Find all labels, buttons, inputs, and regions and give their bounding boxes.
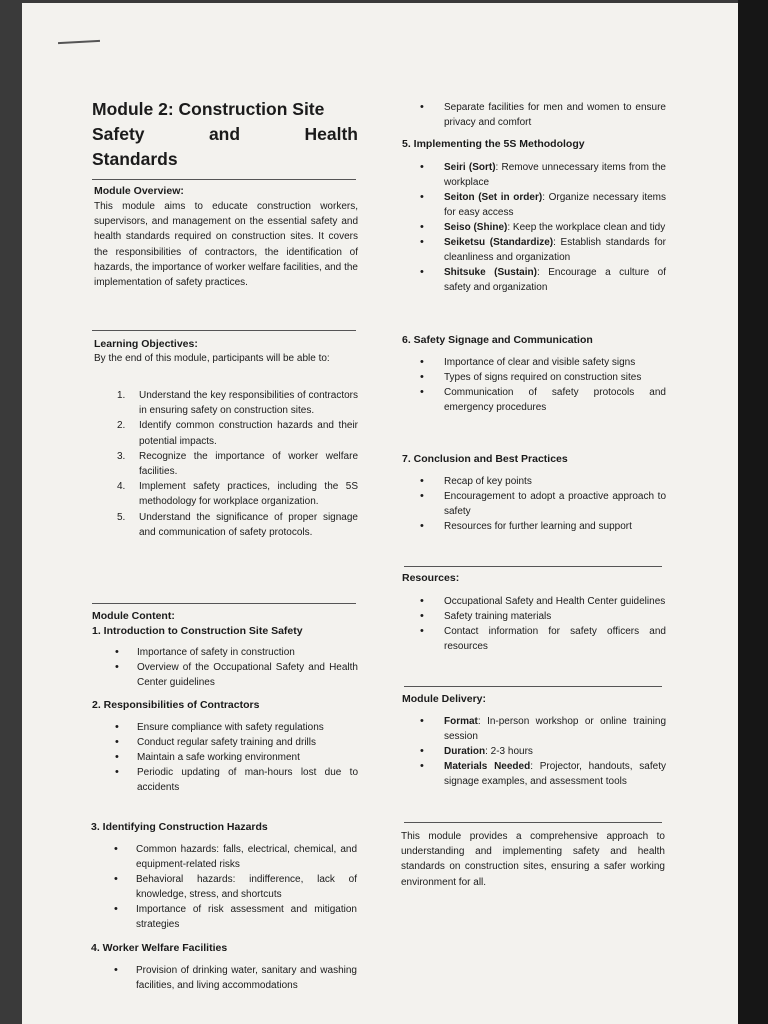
list-item: • Ensure compliance with safety regulations bbox=[92, 720, 358, 735]
description: : 2-3 hours bbox=[485, 746, 533, 757]
objective-text: Understand the significance of proper signage and communication of safety protocols. bbox=[139, 511, 358, 538]
objective-number: 3. bbox=[117, 450, 126, 462]
list-item: • Recap of key points bbox=[400, 474, 666, 489]
objectives-list bbox=[94, 388, 358, 540]
divider bbox=[92, 179, 356, 180]
objectives-label: Learning Objectives: bbox=[94, 338, 198, 350]
description: : Organize necessary items for easy access bbox=[444, 192, 666, 218]
content-label: Module Content: bbox=[92, 610, 175, 622]
5s-item bbox=[400, 265, 666, 295]
section-2-list bbox=[92, 720, 358, 795]
5s-item bbox=[400, 220, 666, 235]
term: Duration bbox=[444, 746, 486, 757]
list-item: • Behavioral hazards: indifference, lack of knowledge, stress, and shortcuts bbox=[91, 872, 357, 902]
list-item: • Contact information for safety officers and resources bbox=[400, 624, 666, 654]
title-line-3: Standards bbox=[92, 149, 178, 169]
description: : Remove unnecessary items from the workplace bbox=[444, 162, 666, 188]
delivery-item bbox=[400, 714, 666, 744]
section-2-heading: 2. Responsibilities of Contractors bbox=[92, 699, 260, 711]
list-item: • Common hazards: falls, electrical, chemical, and equipment-related risks bbox=[91, 842, 357, 872]
section-7-list bbox=[400, 474, 666, 534]
module-title bbox=[92, 97, 358, 172]
5s-item bbox=[400, 160, 666, 190]
section-4-list bbox=[91, 963, 357, 993]
list-item: • Importance of clear and visible safety signs bbox=[400, 355, 666, 370]
objective-text: Implement safety practices, including the 5S methodology for workplace organization. bbox=[139, 481, 358, 508]
resources-list bbox=[400, 594, 666, 654]
objective-item bbox=[94, 418, 358, 448]
delivery-list bbox=[400, 714, 666, 789]
title-word-safety: Safety bbox=[92, 124, 145, 144]
5s-item bbox=[400, 190, 666, 220]
section-7-heading: 7. Conclusion and Best Practices bbox=[402, 453, 568, 465]
list-item: • Provision of drinking water, sanitary and washing facilities, and living accommodations bbox=[91, 963, 357, 993]
term: Seiketsu (Standardize) bbox=[444, 237, 554, 248]
objective-text: Identify common construction hazards and their potential impacts. bbox=[139, 420, 358, 447]
term: Shitsuke (Sustain) bbox=[444, 267, 537, 278]
objectives-intro: By the end of this module, participants will be able to: bbox=[94, 353, 330, 364]
objective-item bbox=[94, 449, 358, 479]
divider bbox=[404, 566, 662, 567]
overview-label: Module Overview: bbox=[94, 185, 184, 197]
5s-item bbox=[400, 235, 666, 265]
list-item: • Communication of safety protocols and emergency procedures bbox=[400, 385, 666, 415]
description: : Projector, handouts, safety signage examples, and assessment tools bbox=[444, 761, 666, 787]
divider bbox=[92, 603, 356, 604]
divider bbox=[92, 330, 356, 331]
description: : Establish standards for cleanliness and organization bbox=[444, 237, 666, 263]
delivery-label: Module Delivery: bbox=[402, 693, 487, 705]
list-item: • Overview of the Occupational Safety and Health Center guidelines bbox=[92, 660, 358, 690]
list-item: • Separate facilities for men and women to ensure privacy and comfort bbox=[400, 100, 666, 130]
objective-number: 5. bbox=[117, 511, 126, 523]
section-1-heading: 1. Introduction to Construction Site Safety bbox=[92, 625, 303, 637]
term: Seiso (Shine) bbox=[444, 222, 508, 233]
objective-text: Recognize the importance of worker welfare facilities. bbox=[139, 450, 358, 478]
list-item: • Safety training materials bbox=[400, 609, 666, 624]
objective-item bbox=[94, 479, 358, 509]
term: Materials Needed bbox=[444, 761, 531, 772]
description: : Keep the workplace clean and tidy bbox=[507, 222, 666, 233]
section-5-list bbox=[400, 160, 666, 295]
description: : Encourage a culture of safety and organization bbox=[444, 267, 666, 293]
list-item: • Types of signs required on construction sites bbox=[400, 370, 666, 385]
section-6-list bbox=[400, 355, 666, 415]
section-5-heading: 5. Implementing the 5S Methodology bbox=[402, 138, 585, 150]
objective-number: 4. bbox=[117, 481, 126, 493]
objective-item bbox=[94, 510, 358, 540]
resources-label: Resources: bbox=[402, 572, 460, 584]
objective-number: 2. bbox=[117, 420, 126, 432]
objective-item bbox=[94, 388, 358, 418]
delivery-item bbox=[400, 744, 666, 759]
title-word-and: and bbox=[208, 124, 241, 144]
divider bbox=[404, 822, 662, 823]
term: Seiri (Sort) bbox=[444, 162, 496, 173]
overview-text: This module aims to educate construction workers, supervisors, and management on the essential safety and health standards required on construction sites. It covers the responsibilities of contractors, the identification of hazards, the importance of worker welfare facilities, and the implementation of safety practices. bbox=[94, 201, 358, 289]
list-item: • Importance of safety in construction bbox=[92, 645, 358, 660]
list-item: • Encouragement to adopt a proactive approach to safety bbox=[400, 489, 666, 519]
list-item: • Importance of risk assessment and mitigation strategies bbox=[91, 902, 357, 932]
term: Format bbox=[444, 716, 478, 727]
section-1-list bbox=[92, 645, 358, 690]
section-4-heading: 4. Worker Welfare Facilities bbox=[91, 942, 228, 954]
list-item: • Periodic updating of man-hours lost due to accidents bbox=[92, 765, 358, 795]
title-line-2 bbox=[92, 122, 358, 147]
objective-text: Understand the key responsibilities of contractors in ensuring safety on construction sites. bbox=[139, 390, 358, 417]
list-item: • Maintain a safe working environment bbox=[92, 750, 358, 765]
delivery-item bbox=[400, 759, 666, 789]
description: : In-person workshop or online training session bbox=[444, 716, 666, 742]
scan-edge bbox=[738, 0, 768, 1024]
list-item: • Conduct regular safety training and drills bbox=[92, 735, 358, 750]
section-6-heading: 6. Safety Signage and Communication bbox=[402, 334, 593, 346]
objective-number: 1. bbox=[117, 390, 126, 401]
section-4-list-continued bbox=[400, 100, 666, 130]
list-item: • Occupational Safety and Health Center guidelines bbox=[400, 594, 666, 609]
closing-text: This module provides a comprehensive approach to understanding and implementing safety and health standards on construction sites, ensuring a safer working environment for all. bbox=[401, 831, 665, 888]
title-word-health: Health bbox=[304, 124, 358, 144]
list-item: • Resources for further learning and support bbox=[400, 519, 666, 534]
term: Seiton (Set in order) bbox=[444, 192, 543, 203]
divider bbox=[404, 686, 662, 687]
section-3-list bbox=[91, 842, 357, 932]
title-line-1: Module 2: Construction Site bbox=[92, 99, 325, 119]
section-3-heading: 3. Identifying Construction Hazards bbox=[91, 821, 268, 833]
